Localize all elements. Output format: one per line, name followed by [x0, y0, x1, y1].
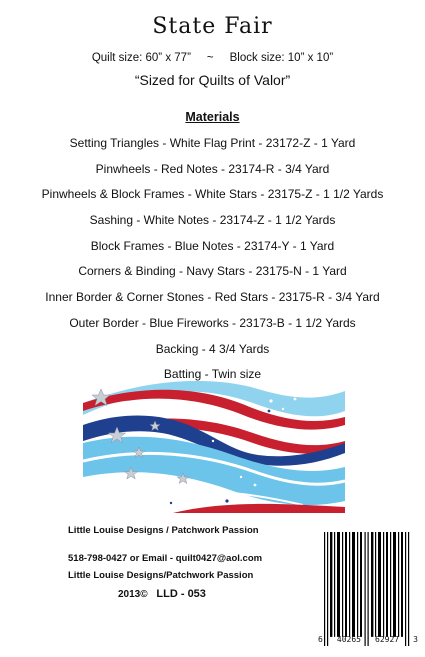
quilt-size: Quilt size: 60” x 77” — [91, 52, 191, 64]
designer-name: Little Louise Designs / Patchwork Passion — [68, 525, 259, 536]
material-item: Batting - Twin size — [163, 367, 262, 382]
size-separator: ~ — [206, 52, 214, 64]
block-size: Block size: 10” x 10” — [229, 52, 334, 64]
material-item: Sashing - White Notes - 23174-Z - 1 1/2 Yards — [89, 213, 336, 228]
barcode-digit-group: 6 — [318, 635, 323, 644]
material-item: Backing - 4 3/4 Yards — [155, 341, 270, 356]
materials-heading: Materials — [185, 110, 240, 124]
barcode-digits — [318, 635, 418, 644]
designer-name-repeat: Little Louise Designs/Patchwork Passion — [68, 570, 254, 581]
material-item: Pinwheels & Block Frames - White Stars - 23175-Z - 1 1/2 Yards — [41, 187, 384, 202]
barcode-digit-group: 62927 — [375, 635, 400, 644]
pattern-code: LLD - 053 — [156, 588, 206, 600]
flag-fabric-image — [83, 381, 345, 513]
material-item: Setting Triangles - White Flag Print - 23172-Z - 1 Yard — [69, 136, 356, 150]
copyright-line — [118, 588, 206, 600]
material-item: Block Frames - Blue Notes - 23174-Y - 1 Yard — [90, 238, 335, 253]
material-item: Pinwheels - Red Notes - 23174-R - 3/4 Yard — [95, 161, 330, 176]
pattern-subtitle: “Sized for Quilts of Valor” — [134, 72, 291, 88]
barcode-digit-group: 3 — [413, 635, 418, 644]
material-item: Outer Border - Blue Fireworks - 23173-B - 1 1/2 Yards — [69, 315, 356, 330]
size-line — [0, 52, 425, 64]
barcode-digit-group: 40265 — [336, 635, 361, 644]
materials-list — [0, 136, 425, 393]
barcode-image — [318, 532, 418, 646]
copyright-year: 2013© — [118, 589, 148, 600]
pattern-title: State Fair — [152, 14, 273, 39]
material-item: Inner Border & Corner Stones - Red Stars - 23175-R - 3/4 Yard — [45, 290, 380, 305]
contact-info: 518-798-0427 or Email - quilt0427@aol.com — [68, 553, 263, 564]
material-item: Corners & Binding - Navy Stars - 23175-N - 1 Yard — [78, 264, 347, 279]
